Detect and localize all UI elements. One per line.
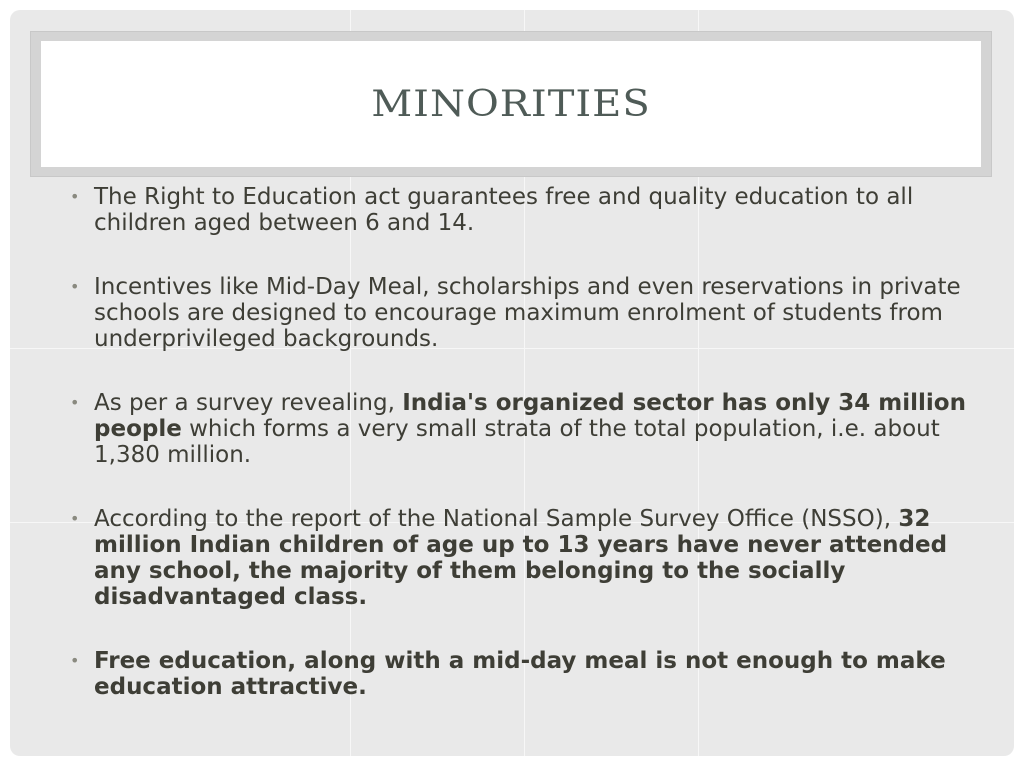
bullet-item	[68, 390, 968, 468]
bullet-list	[68, 184, 968, 738]
bullet-dot-icon: •	[70, 187, 80, 206]
bullet-dot-icon: •	[70, 393, 80, 412]
bullet-text-bold: Free education, along with a mid-day meal is not enough to make education attractive.	[94, 648, 946, 700]
title-box	[41, 41, 981, 167]
bullet-dot-icon: •	[70, 651, 80, 670]
bullet-item	[68, 506, 968, 610]
bullet-text-bold: India's organized sector has only 34 million people	[94, 390, 966, 442]
bullet-text-regular: which forms a very small strata of the total population, i.e. about 1,380 million.	[94, 416, 940, 468]
bullet-item	[68, 648, 968, 700]
bullet-text-regular: Incentives like Mid-Day Meal, scholarships and even reservations in private schools are designed to encourage maximum enrolment of students from underprivileged backgrounds.	[94, 274, 961, 352]
bullet-dot-icon: •	[70, 509, 80, 528]
bullet-text	[94, 506, 947, 610]
bullet-dot-icon: •	[70, 277, 80, 296]
bullet-item	[68, 184, 968, 236]
bullet-text	[94, 648, 946, 700]
bullet-text	[94, 274, 961, 352]
bullet-text-bold: 32 million Indian children of age up to 13 years have never attended any school, the majority of them belonging to the socially disadvantaged class.	[94, 506, 948, 610]
slide-title: MINORITIES	[371, 82, 651, 126]
bullet-text-regular: According to the report of the National Sample Survey Office (NSSO),	[94, 506, 899, 532]
bullet-text	[94, 184, 913, 236]
bullet-text	[94, 390, 966, 468]
bullet-text-regular: The Right to Education act guarantees free and quality education to all children aged between 6 and 14.	[94, 184, 914, 236]
bullet-text-regular: As per a survey revealing,	[94, 390, 403, 416]
bullet-item	[68, 274, 968, 352]
